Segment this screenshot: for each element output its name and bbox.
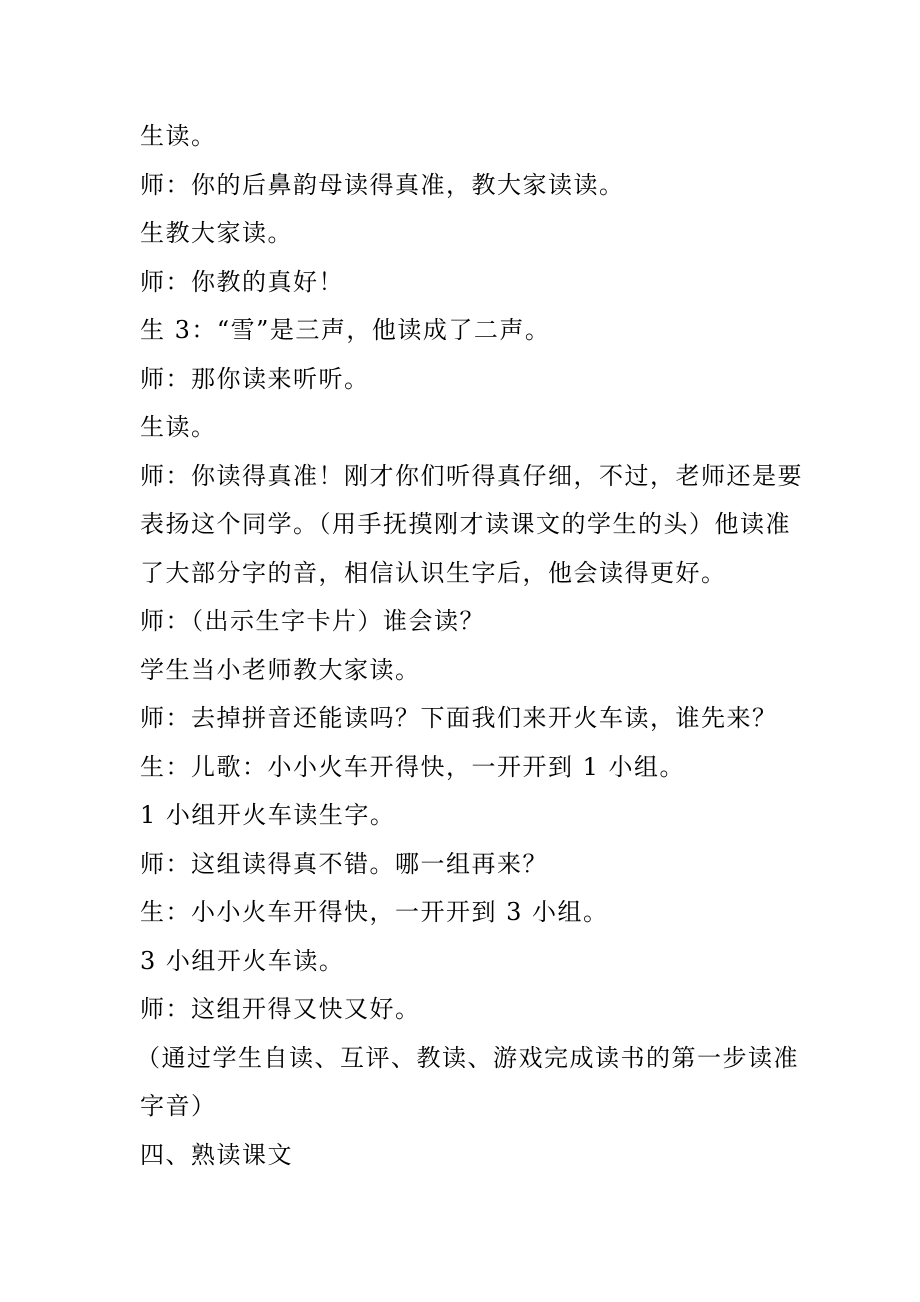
text-line: 师：你教的真好！ xyxy=(140,267,344,296)
text-line: 了大部分字的音，相信认识生字后，他会读得更好。 xyxy=(140,558,727,587)
text-line: 1 小组开火车读生字。 xyxy=(140,801,396,829)
text-line: 3 小组开火车读。 xyxy=(140,946,345,975)
text-line: 师：你的后鼻韵母读得真准，教大家读读。 xyxy=(140,170,625,199)
text-line: 表扬这个同学。（用手抚摸刚才读课文的学生的头）他读准 xyxy=(140,510,791,538)
text-line: 师：这组读得真不错。哪一组再来？ xyxy=(140,849,548,878)
text-line: （通过学生自读、互评、教读、游戏完成读书的第一步读准 xyxy=(136,1043,799,1072)
text-line: 字音） xyxy=(140,1092,217,1120)
text-line: 生 3：“雪”是三声，他读成了二声。 xyxy=(140,316,551,344)
text-line: 生：小小火车开得快，一开开到 3 小组。 xyxy=(140,898,609,926)
text-line: 学生当小老师教大家读。 xyxy=(140,655,421,684)
text-line: 师：这组开得又快又好。 xyxy=(140,995,421,1023)
text-line: 生：儿歌：小小火车开得快，一开开到 1 小组。 xyxy=(140,752,686,781)
text-line: 师：那你读来听听。 xyxy=(140,364,370,393)
text-line: 生读。 xyxy=(140,122,217,150)
text-line: 生读。 xyxy=(140,413,217,441)
text-line: 师：（出示生字卡片）谁会读？ xyxy=(140,607,485,635)
section-heading: 四、熟读课文 xyxy=(140,1140,293,1169)
text-line: 师：你读得真准！刚才你们听得真仔细，不过，老师还是要 xyxy=(140,461,803,490)
document-body xyxy=(136,112,803,1179)
text-line: 师：去掉拼音还能读吗？下面我们来开火车读，谁先来？ xyxy=(140,704,778,732)
text-line: 生教大家读。 xyxy=(140,219,293,247)
